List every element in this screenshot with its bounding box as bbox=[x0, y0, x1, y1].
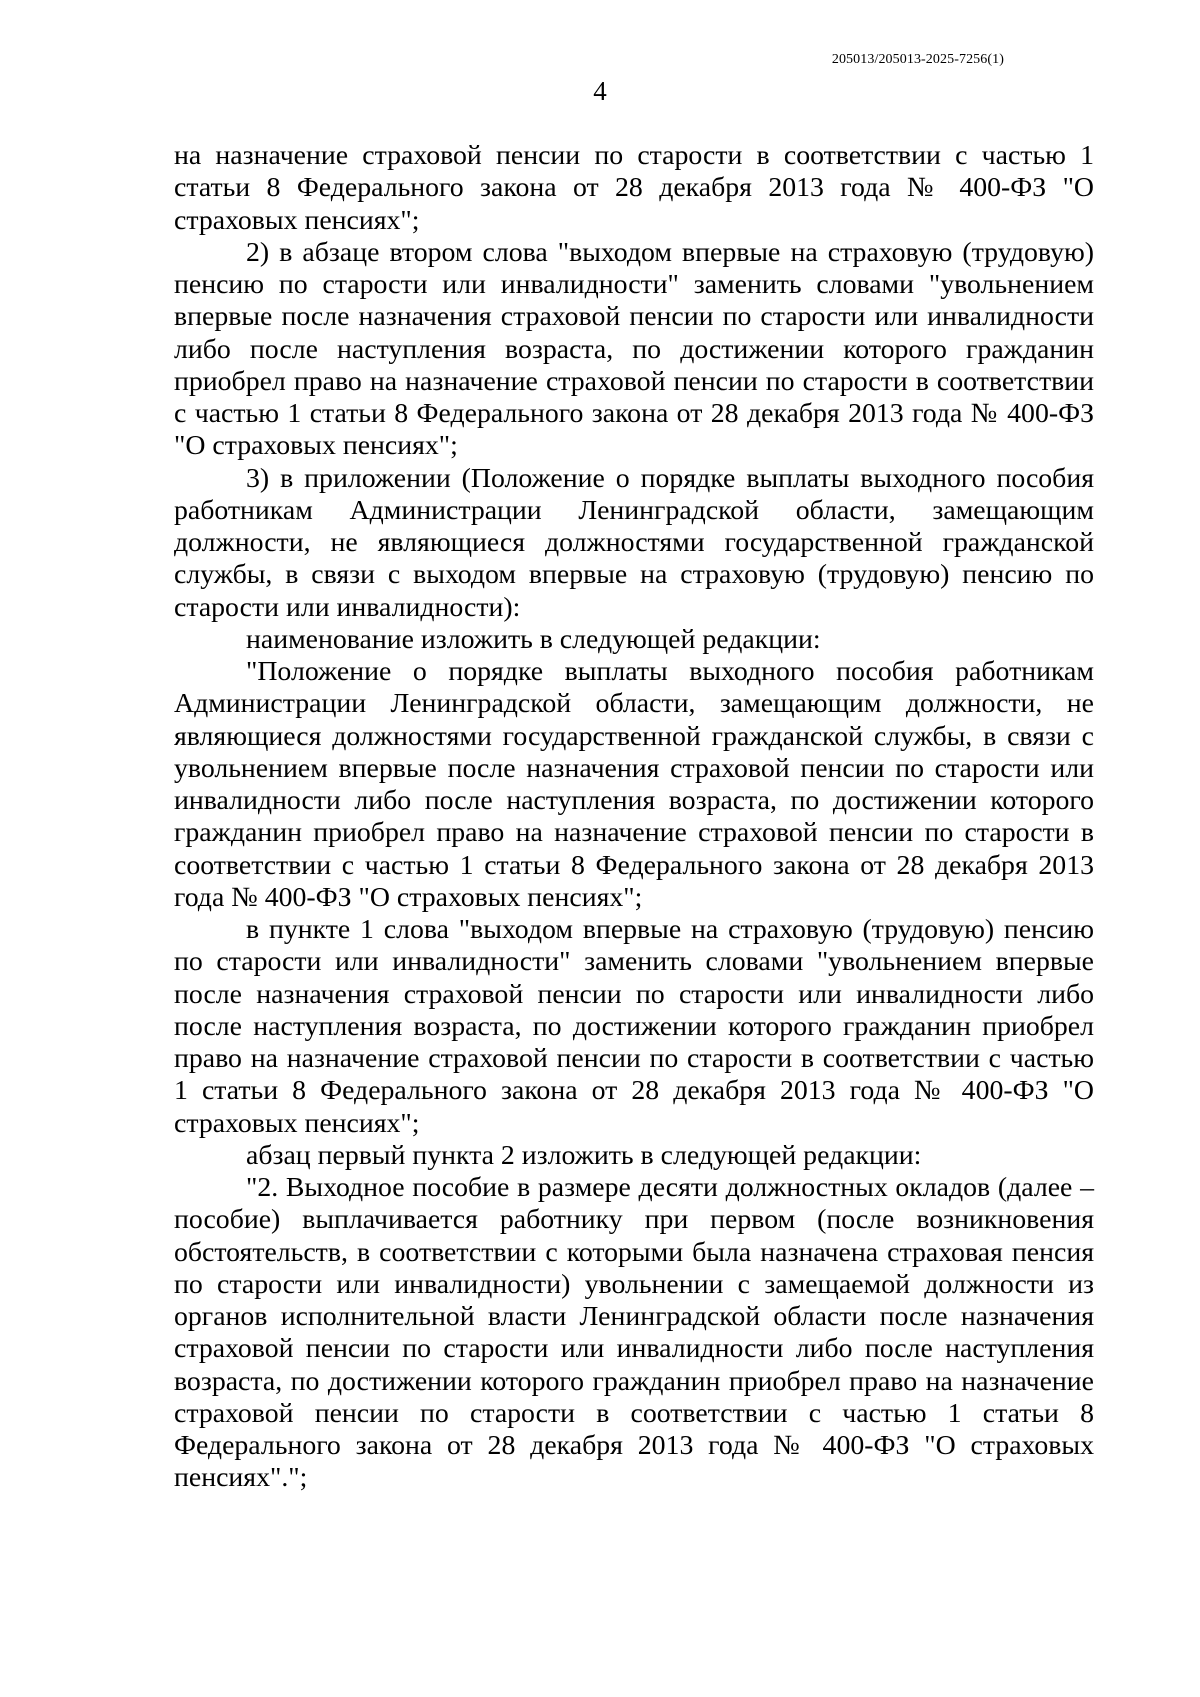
paragraph-1: на назначение страховой пенсии по старости в соответствии с частью 1 статьи 8 Федерального закона от 28 декабря 2013 года № 400-ФЗ "О страховых пенсиях"; bbox=[174, 140, 1094, 236]
document-id: 205013/205013-2025-7256(1) bbox=[831, 52, 1004, 67]
paragraph-5: "Положение о порядке выплаты выходного пособия работникам Администрации Ленинградской области, замещающим должности, не являющиеся должностями государственной гражданской службы, в связи с увольнением впервые после назначения страховой пенсии по старости или инвалидности либо после наступления возраста, по достижении которого гражданин приобрел право на назначение страховой пенсии по старости в соответствии с частью 1 статьи 8 Федерального закона от 28 декабря 2013 года № 400-ФЗ "О страховых пенсиях"; bbox=[174, 656, 1094, 913]
paragraph-4: наименование изложить в следующей редакции: bbox=[246, 623, 821, 655]
paragraph-2: 2) в абзаце втором слова "выходом впервые на страховую (трудовую) пенсию по старости или инвалидности" заменить словами "увольнением впервые после назначения страховой пенсии по старости или инвалидности либо после наступления возраста, по достижении которого гражданин приобрел право на назначение страховой пенсии по старости в соответствии с частью 1 статьи 8 Федерального закона от 28 декабря 2013 года № 400-ФЗ "О страховых пенсиях"; bbox=[174, 236, 1094, 462]
paragraph-6: в пункте 1 слова "выходом впервые на страховую (трудовую) пенсию по старости или инвалидности" заменить словами "увольнением впервые после назначения страховой пенсии по старости или инвалидности либо после наступления возраста, по достижении которого гражданин приобрел право на назначение страховой пенсии по старости в соответствии с частью 1 статьи 8 Федерального закона от 28 декабря 2013 года № 400-ФЗ "О страховых пенсиях"; bbox=[174, 914, 1094, 1139]
page-number: 4 bbox=[593, 76, 607, 106]
paragraph-3: 3) в приложении (Положение о порядке выплаты выходного пособия работникам Администрации Ленинградской области, замещающим должности, не являющиеся должностями государственной гражданской службы, в связи с выходом впервые на страховую (трудовую) пенсию по старости или инвалидности): bbox=[174, 462, 1094, 623]
paragraph-7: абзац первый пункта 2 изложить в следующей редакции: bbox=[246, 1139, 922, 1171]
paragraph-8: "2. Выходное пособие в размере десяти должностных окладов (далее – пособие) выплачивается работнику при первом (после возникновения обстоятельств, в соответствии с которыми была назначена страховая пенсия по старости или инвалидности) увольнении с замещаемой должности из органов исполнительной власти Ленинградской области после назначения страховой пенсии по старости или инвалидности либо после наступления возраста, по достижении которого гражданин приобрел право на назначение страховой пенсии по старости в соответствии с частью 1 статьи 8 Федерального закона от 28 декабря 2013 года № 400-ФЗ "О страховых пенсиях"."; bbox=[174, 1172, 1094, 1494]
document-body bbox=[174, 140, 1094, 1495]
